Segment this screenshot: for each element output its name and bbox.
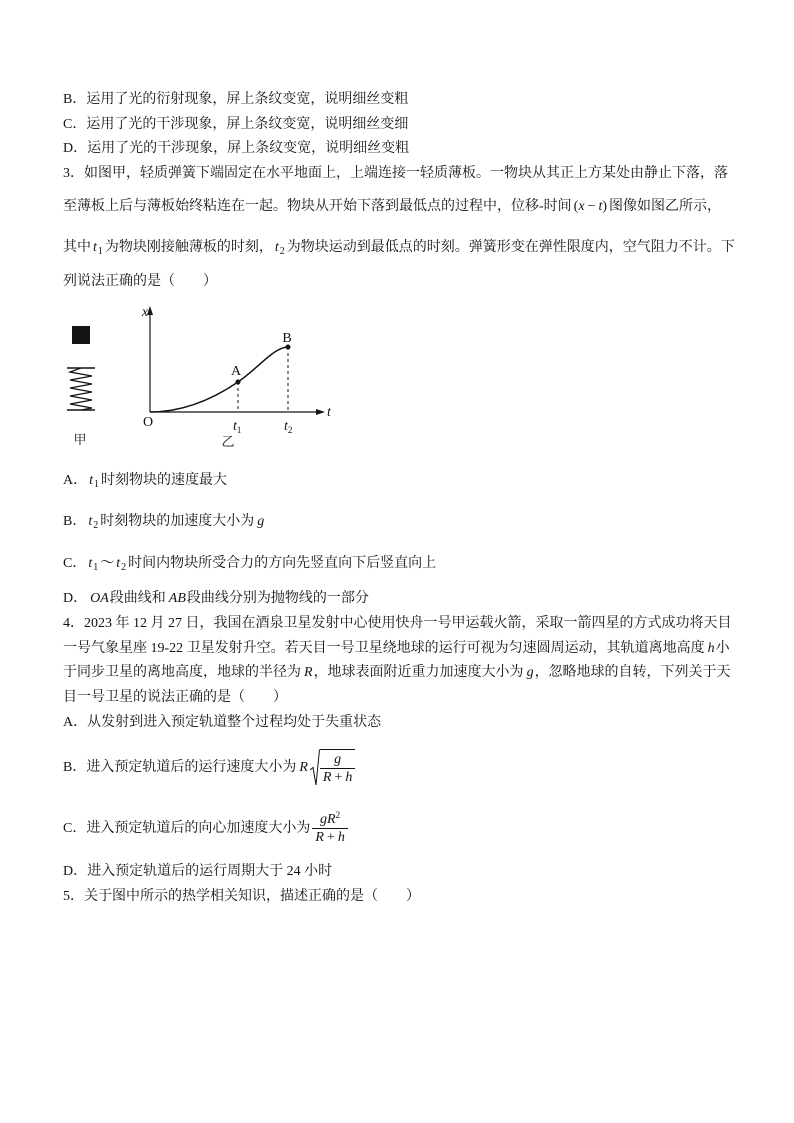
- t2-symbol: [116, 554, 126, 574]
- fraction-g-over-r-plus-h: [320, 751, 355, 786]
- var-r: R: [304, 665, 313, 680]
- q3-stem-line2: [63, 197, 721, 217]
- var-t: t: [598, 199, 603, 214]
- numerator: [312, 811, 347, 828]
- spring-coil: [70, 368, 92, 410]
- q4-stem-line3-tail: ，忽略地球的自转，下列关于天: [534, 665, 731, 680]
- q3-option-d-label: D．: [63, 591, 88, 606]
- q3-stem-line3-head: 其中: [63, 240, 91, 255]
- paren-open: (: [573, 199, 579, 214]
- q4-stem-line3: [63, 663, 731, 683]
- tick-t2-var: t: [284, 419, 288, 434]
- q4-stem-line2-tail: 小: [715, 641, 730, 656]
- t1-var: t: [93, 240, 97, 255]
- figure-label-jia: 甲: [73, 433, 87, 448]
- den-r: R: [315, 830, 324, 846]
- tick-label-t2: [284, 419, 292, 435]
- numerator: g: [334, 752, 342, 768]
- t1-sub: 1: [93, 562, 99, 573]
- var-h: h: [707, 641, 715, 656]
- minus-sign: −: [587, 199, 596, 214]
- q4-option-b-text: B．进入预定轨道后的运行速度大小为: [63, 760, 297, 775]
- fraction-gr2-over-r-plus-h: [312, 811, 347, 846]
- xt-curve: [150, 347, 288, 412]
- t1-sub: 1: [97, 246, 103, 257]
- den-h: h: [345, 770, 353, 786]
- q2-option-c: C．运用了光的干涉现象，屏上条纹变宽，说明细丝变细: [63, 117, 409, 132]
- t-axis-arrow: [316, 409, 325, 415]
- origin-label: O: [142, 415, 154, 430]
- num-g: g: [320, 812, 328, 828]
- point-a-dot: [236, 380, 241, 385]
- q4-stem-line3-mid: ，地球表面附近重力加速度大小为: [313, 665, 524, 680]
- q4-stem-line4: 目一号卫星的说法正确的是（ ）: [63, 690, 287, 705]
- t2-var: t: [274, 240, 279, 255]
- axis-label-x: x: [141, 305, 149, 320]
- den-r: R: [322, 770, 332, 786]
- t1-var: t: [89, 473, 94, 488]
- t2-symbol: [88, 512, 98, 532]
- t1-var: t: [88, 556, 93, 571]
- q5-stem: 5．关于图中所示的热学相关知识，描述正确的是（ ）: [63, 889, 420, 904]
- denominator: [320, 768, 355, 786]
- q3-stem-line3: [63, 238, 735, 258]
- square-root: [310, 749, 355, 786]
- t2-sub: 2: [121, 562, 127, 573]
- q4-option-d: D．进入预定轨道后的运行周期大于 24 小时: [63, 864, 333, 879]
- q4-option-b: [63, 745, 355, 791]
- q4-option-c: [63, 806, 350, 852]
- t1-symbol: [89, 471, 99, 491]
- x-t-expression: [574, 199, 607, 214]
- point-b-label: B: [282, 331, 292, 346]
- q4-stem-line2: [63, 639, 730, 659]
- q3-option-a-label: A．: [63, 473, 88, 488]
- axis-label-t: t: [327, 405, 331, 420]
- figure-label-yi: 乙: [221, 435, 235, 450]
- q3-option-a: [63, 471, 227, 491]
- block: [72, 326, 90, 344]
- var-r-coefficient: R: [299, 760, 308, 775]
- tick-label-t1: [233, 419, 241, 435]
- q3-option-b-text: 时刻物块的加速度大小为: [100, 514, 255, 529]
- q2-option-d: D．运用了光的干涉现象，屏上条纹变宽，说明细丝变粗: [63, 141, 410, 156]
- q3-stem-line1: 3．如图甲，轻质弹簧下端固定在水平地面上，上端连接一轻质薄板。一物块从其正上方某处由静止下落，落: [63, 166, 728, 181]
- paren-close: ): [602, 199, 608, 214]
- num-r: R: [327, 812, 336, 828]
- q3-stem-line2-text: 至薄板上后与薄板始终粘连在一起。物块从开始下落到最低点的过程中，位移-时间: [63, 199, 572, 214]
- t2-var: t: [116, 556, 121, 571]
- q4-stem-line2-text: 一号气象星座 19-22 卫星发射升空。若天目一号卫星绕地球的运行可视为匀速圆周运动，其轨道离地高度: [63, 641, 705, 656]
- figure-jia: [67, 326, 95, 448]
- t2-sub: 2: [279, 246, 285, 257]
- num-exponent: 2: [335, 810, 341, 821]
- q3-option-d: [63, 589, 369, 609]
- t1-symbol: [93, 238, 103, 258]
- radicand: [320, 749, 355, 786]
- q3-stem-line4: 列说法正确的是（ ）: [63, 274, 217, 289]
- q4-stem-line1: 4．2023 年 12 月 27 日，我国在酒泉卫星发射中心使用快舟一号甲运载火箭，采取一箭四星的方式成功将天目: [63, 616, 732, 631]
- figure-spring-and-xt-graph: [55, 300, 345, 450]
- denominator: [312, 828, 347, 846]
- t1-sub: 1: [94, 479, 100, 490]
- figure-yi: [141, 305, 332, 450]
- t2-var: t: [88, 514, 93, 529]
- q3-option-d-text2: 段曲线分别为抛物线的一部分: [186, 591, 369, 606]
- q4-stem-line3-head: 于同步卫星的离地高度，地球的半径为: [63, 665, 301, 680]
- tick-t1-sub: 1: [236, 425, 242, 435]
- tilde-sign: ～: [100, 556, 115, 571]
- q3-option-b: [63, 512, 265, 532]
- q3-option-c: [63, 554, 436, 574]
- point-a-label: A: [230, 364, 242, 379]
- tick-t1-var: t: [233, 419, 237, 434]
- den-plus: +: [326, 830, 335, 846]
- segment-oa: OA: [90, 591, 109, 606]
- q3-stem-line2-tail: 图像如图乙所示，: [609, 199, 722, 214]
- t2-sub: 2: [93, 520, 99, 531]
- var-g: g: [526, 665, 534, 680]
- q3-stem-line3-mid: 为物块刚接触薄板的时刻，: [104, 240, 273, 255]
- q3-option-d-text1: 段曲线和: [109, 591, 166, 606]
- radical-sign-icon: [310, 749, 320, 786]
- var-x: x: [578, 199, 585, 214]
- q4-option-c-text: C．进入预定轨道后的向心加速度大小为: [63, 821, 311, 836]
- q3-stem-line3-tail: 为物块运动到最低点的时刻。弹簧形变在弹性限度内，空气阻力不计。下: [286, 240, 735, 255]
- t2-symbol: [275, 238, 285, 258]
- den-h: h: [337, 830, 345, 846]
- q3-option-c-label: C．: [63, 556, 87, 571]
- q4-option-a: A．从发射到进入预定轨道整个过程均处于失重状态: [63, 715, 382, 730]
- segment-ab: AB: [168, 591, 186, 606]
- q3-option-b-label: B．: [63, 514, 87, 529]
- var-g: g: [257, 514, 265, 529]
- spring: [67, 368, 95, 410]
- q3-option-a-text: 时刻物块的速度最大: [101, 473, 228, 488]
- den-plus: +: [334, 770, 343, 786]
- q2-option-b: B．运用了光的衍射现象，屏上条纹变宽，说明细丝变粗: [63, 92, 409, 107]
- t1-symbol: [88, 554, 98, 574]
- tick-t2-sub: 2: [287, 425, 293, 435]
- q3-option-c-text: 时间内物块所受合力的方向先竖直向下后竖直向上: [128, 556, 437, 571]
